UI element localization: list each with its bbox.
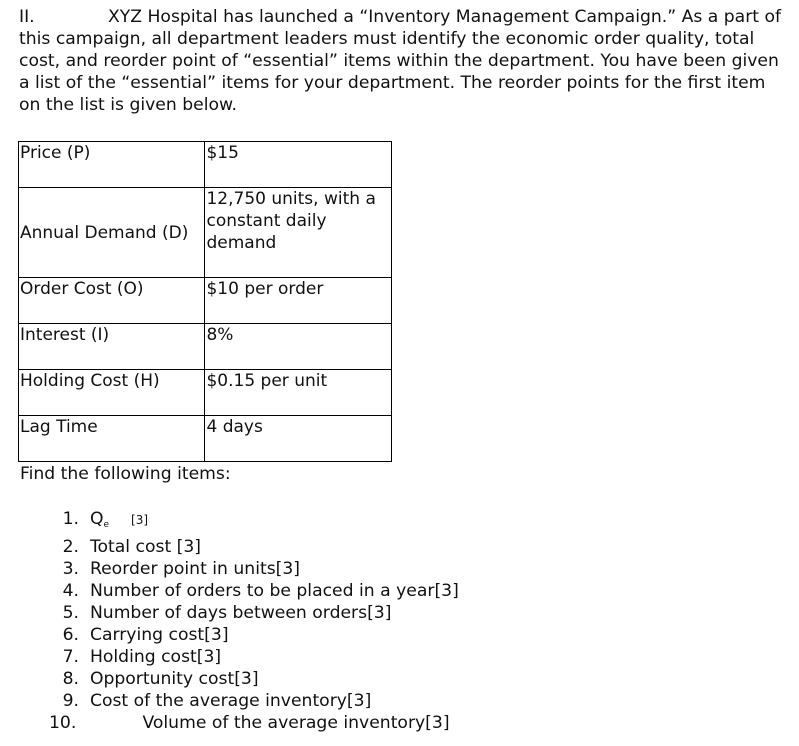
table-row: [19, 142, 392, 188]
item-text: [84, 580, 458, 602]
row-label: Price (P): [19, 142, 205, 188]
section-number: II.: [19, 7, 35, 27]
item-number: 6.: [62, 625, 79, 645]
item-text: [84, 668, 258, 690]
item-text: [84, 558, 300, 580]
item-number: 10.: [49, 713, 77, 733]
item-number: 5.: [62, 603, 79, 623]
table-row: [19, 370, 392, 416]
row-label: Order Cost (O): [19, 278, 205, 324]
item-label: Holding cost[3]: [89, 647, 222, 667]
intro-paragraph: [19, 6, 789, 116]
item-number: 1.: [62, 509, 79, 529]
table-row: [19, 324, 392, 370]
list-item: [20, 690, 459, 712]
item-number: 3.: [62, 559, 79, 579]
row-label: Interest (I): [19, 324, 205, 370]
item-number: 7.: [62, 647, 79, 667]
item-text: [84, 602, 391, 624]
intro-text: XYZ Hospital has launched a “Inventory Management Campaign.” As a part of this campaign, all department leaders must identify the economic order quality, total cost, and reorder point of “essential” items within the department. You have been given a list of the “essential” items for your department. The reorder points for the first item on the list is given below.: [19, 7, 782, 115]
row-value: 8%: [205, 324, 392, 370]
item-label: Carrying cost[3]: [89, 625, 229, 645]
item-label: Number of days between orders[3]: [89, 603, 392, 623]
questions-list: [20, 508, 459, 734]
item-text: [84, 624, 228, 646]
item-label: Opportunity cost[3]: [89, 669, 259, 689]
row-value: $0.15 per unit: [205, 370, 392, 416]
row-value: $15: [205, 142, 392, 188]
item-label: Reorder point in units[3]: [89, 559, 301, 579]
list-item: [20, 624, 459, 646]
row-value: $10 per order: [205, 278, 392, 324]
row-label: Annual Demand (D): [19, 188, 205, 278]
item-text: [84, 536, 201, 558]
list-item: [20, 536, 459, 558]
q-subscript: e: [103, 520, 110, 530]
row-label: Holding Cost (H): [19, 370, 205, 416]
list-item: [20, 602, 459, 624]
row-value: 12,750 units, with a constant daily demand: [205, 188, 392, 278]
list-item: [20, 558, 459, 580]
item-number: 8.: [62, 669, 79, 689]
parameters-table: [18, 141, 392, 462]
item-number: 9.: [62, 691, 79, 711]
list-item: [20, 646, 459, 668]
table-row: [19, 416, 392, 462]
q-marks: [3]: [131, 513, 149, 527]
list-item: [20, 712, 459, 734]
item-text: Volume of the average inventory[3]: [142, 713, 450, 733]
list-item: [20, 508, 459, 536]
row-label: Lag Time: [19, 416, 205, 462]
item-text: [84, 690, 371, 712]
find-heading: Find the following items:: [20, 464, 231, 484]
item-text: [84, 646, 221, 668]
item-number: 2.: [62, 537, 79, 557]
row-value: 4 days: [205, 416, 392, 462]
item-number: 4.: [62, 581, 79, 601]
list-item: [20, 668, 459, 690]
item-label: Total cost [3]: [89, 537, 202, 557]
list-item: [20, 580, 459, 602]
table-row: [19, 278, 392, 324]
item-text: [84, 508, 148, 536]
item-label: Cost of the average inventory[3]: [89, 691, 372, 711]
item-label: Number of orders to be placed in a year[3]: [89, 581, 459, 601]
table-row: [19, 188, 392, 278]
q-symbol: Q: [89, 509, 104, 529]
